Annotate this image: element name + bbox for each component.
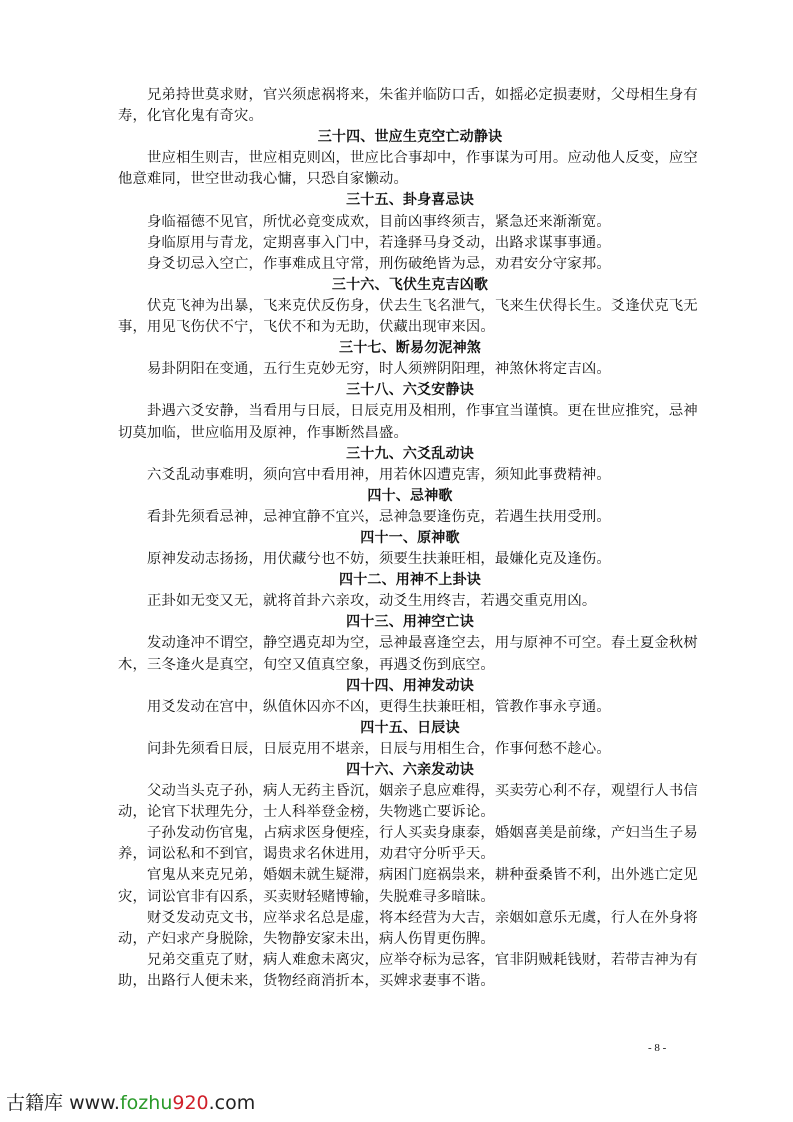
paragraph-line: 世应相生则吉，世应相克则凶，世应比合事却中，作事谋为可用。应动他人反变，应空 bbox=[147, 150, 698, 167]
paragraph-line: 易卦阴阳在变通，五行生克妙无穷，时人须辨阴阳理，神煞休将定吉凶。 bbox=[147, 361, 611, 378]
paragraph-line: 卦遇六爻安静，当看用与日辰，日辰克用及相刑，作事宜当谨慎。更在世应推究，忌神 bbox=[147, 403, 698, 420]
paragraph-line: 六爻乱动事难明，须向宫中看用神，用若休囚遭克害，须知此事费精神。 bbox=[147, 466, 611, 483]
section-heading: 四十三、用神空亡诀 bbox=[346, 614, 474, 631]
section-heading: 四十四、用神发动诀 bbox=[346, 677, 474, 694]
paragraph-line: 发动逢冲不谓空，静空遇克却为空，忌神最喜逢空去，用与原神不可空。春土夏金秋树 bbox=[147, 635, 698, 652]
paragraph-line: 身临福德不见官，所忧必竟变成欢，目前凶事终须吉，紧急还来渐渐宽。 bbox=[147, 213, 611, 230]
section-heading: 四十一、原神歌 bbox=[360, 529, 460, 546]
footer-url-green: fozhu bbox=[119, 1092, 173, 1114]
paragraph-line: 原神发动志扬扬，用伏藏兮也不妨，须要生扶兼旺相，最嫌化克及逢伤。 bbox=[147, 551, 611, 568]
paragraph-line: 事，用见飞伤伏不宁，飞伏不和为无助，伏藏出现审来因。 bbox=[118, 319, 495, 336]
paragraph-line: 助，出路行人便未来，货物经商消折本，买婢求妻事不谐。 bbox=[118, 972, 495, 989]
section-heading: 四十六、六亲发动诀 bbox=[346, 762, 474, 778]
paragraph-line: 伏克飞神为出暴，飞来克伏反伤身，伏去生飞名泄气，飞来生伏得长生。爻逢伏克飞无 bbox=[147, 297, 698, 314]
document-body bbox=[118, 85, 702, 992]
paragraph-line: 兄弟持世莫求财，官兴须虑祸将来，朱雀并临防口舌，如摇必定损妻财，父母相生身有 bbox=[147, 87, 698, 103]
paragraph-line: 身临原用与青龙，定期喜事入门中，若逢驿马身爻动，出路求谋事事通。 bbox=[147, 234, 611, 251]
footer-url-red: 920 bbox=[172, 1092, 209, 1114]
section-heading: 四十二、用神不上卦诀 bbox=[339, 572, 481, 589]
paragraph-line: 兄弟交重克了财，病人难愈未离灾，应举夺标为忌客，官非阴贼耗钱财，若带吉神为有 bbox=[147, 951, 698, 968]
paragraph-line: 动，产妇求产身脱除，失物静安家未出，病人伤胃更伤脾。 bbox=[118, 930, 495, 947]
paragraph-line: 财爻发动克文书，应举求名总是虚，将本经营为大吉，亲姻如意乐无虞，行人在外身将 bbox=[147, 909, 698, 926]
section-heading: 三十九、六爻乱动诀 bbox=[346, 445, 474, 462]
section-heading: 四十、忌神歌 bbox=[367, 487, 453, 504]
paragraph-line: 父动当头克子孙，病人无药主昏沉，姻亲子息应难得，买卖劳心利不存，观望行人书信 bbox=[147, 783, 698, 800]
section-heading: 三十七、断易勿泥神煞 bbox=[339, 340, 481, 357]
paragraph-line: 养，词讼私和不到官，谒贵求名休进用，劝君守分听乎天。 bbox=[118, 846, 495, 863]
section-heading: 三十五、卦身喜忌诀 bbox=[346, 192, 474, 209]
paragraph-line: 他意难同，世空世动我心慵，只恐自家懒动。 bbox=[118, 171, 408, 188]
paragraph-line: 官鬼从来克兄弟，婚姻未就生疑滞，病困门庭祸祟来，耕种蚕桑皆不利，出外逃亡定见 bbox=[147, 867, 698, 884]
footer-watermark[interactable] bbox=[6, 1088, 255, 1115]
paragraph-line: 正卦如无变又无，就将首卦六亲攻，动爻生用终吉，若遇交重克用凶。 bbox=[147, 593, 597, 610]
footer-url-suffix: .com bbox=[208, 1092, 256, 1114]
paragraph-line: 寿，化官化鬼有奇灾。 bbox=[118, 108, 263, 125]
paragraph-line: 切莫加临，世应临用及原神，作事断然昌盛。 bbox=[118, 424, 408, 441]
paragraph-line: 子孙发动伤官鬼，占病求医身便痊，行人买卖身康泰，婚姻喜美是前缘，产妇当生子易 bbox=[147, 825, 698, 842]
paragraph-line: 动，论官下状理先分，士人科举登金榜，失物逃亡要诉论。 bbox=[118, 804, 495, 821]
section-heading: 四十五、日辰诀 bbox=[360, 719, 460, 736]
paragraph-line: 问卦先须看日辰，日辰克用不堪亲，日辰与用相生合，作事何愁不趁心。 bbox=[147, 740, 611, 757]
section-heading: 三十八、六爻安静诀 bbox=[346, 382, 474, 399]
section-heading: 三十四、世应生克空亡动静诀 bbox=[317, 129, 503, 146]
paragraph-line: 身爻切忌入空亡，作事难成且守常，刑伤破绝皆为忌，劝君安分守家邦。 bbox=[147, 255, 611, 272]
section-heading: 三十六、飞伏生克吉凶歌 bbox=[331, 276, 489, 293]
paragraph-line: 木，三冬逢火是真空，旬空又值真空象，再遇爻伤到底空。 bbox=[118, 656, 495, 673]
paragraph-line: 灾，词讼官非有囚系，买卖财轻赌博输，失脱难寻多暗昧。 bbox=[118, 888, 495, 905]
page-number: - 8 - bbox=[648, 1042, 667, 1054]
footer-url-prefix: www. bbox=[69, 1092, 120, 1114]
footer-site-name: 古籍库 bbox=[6, 1092, 64, 1114]
paragraph-line: 用爻发动在宫中，纵值休囚亦不凶，更得生扶兼旺相，管教作事永亨通。 bbox=[147, 698, 611, 715]
paragraph-line: 看卦先须看忌神，忌神宜静不宜兴，忌神急要逢伤克，若遇生扶用受刑。 bbox=[147, 508, 611, 525]
